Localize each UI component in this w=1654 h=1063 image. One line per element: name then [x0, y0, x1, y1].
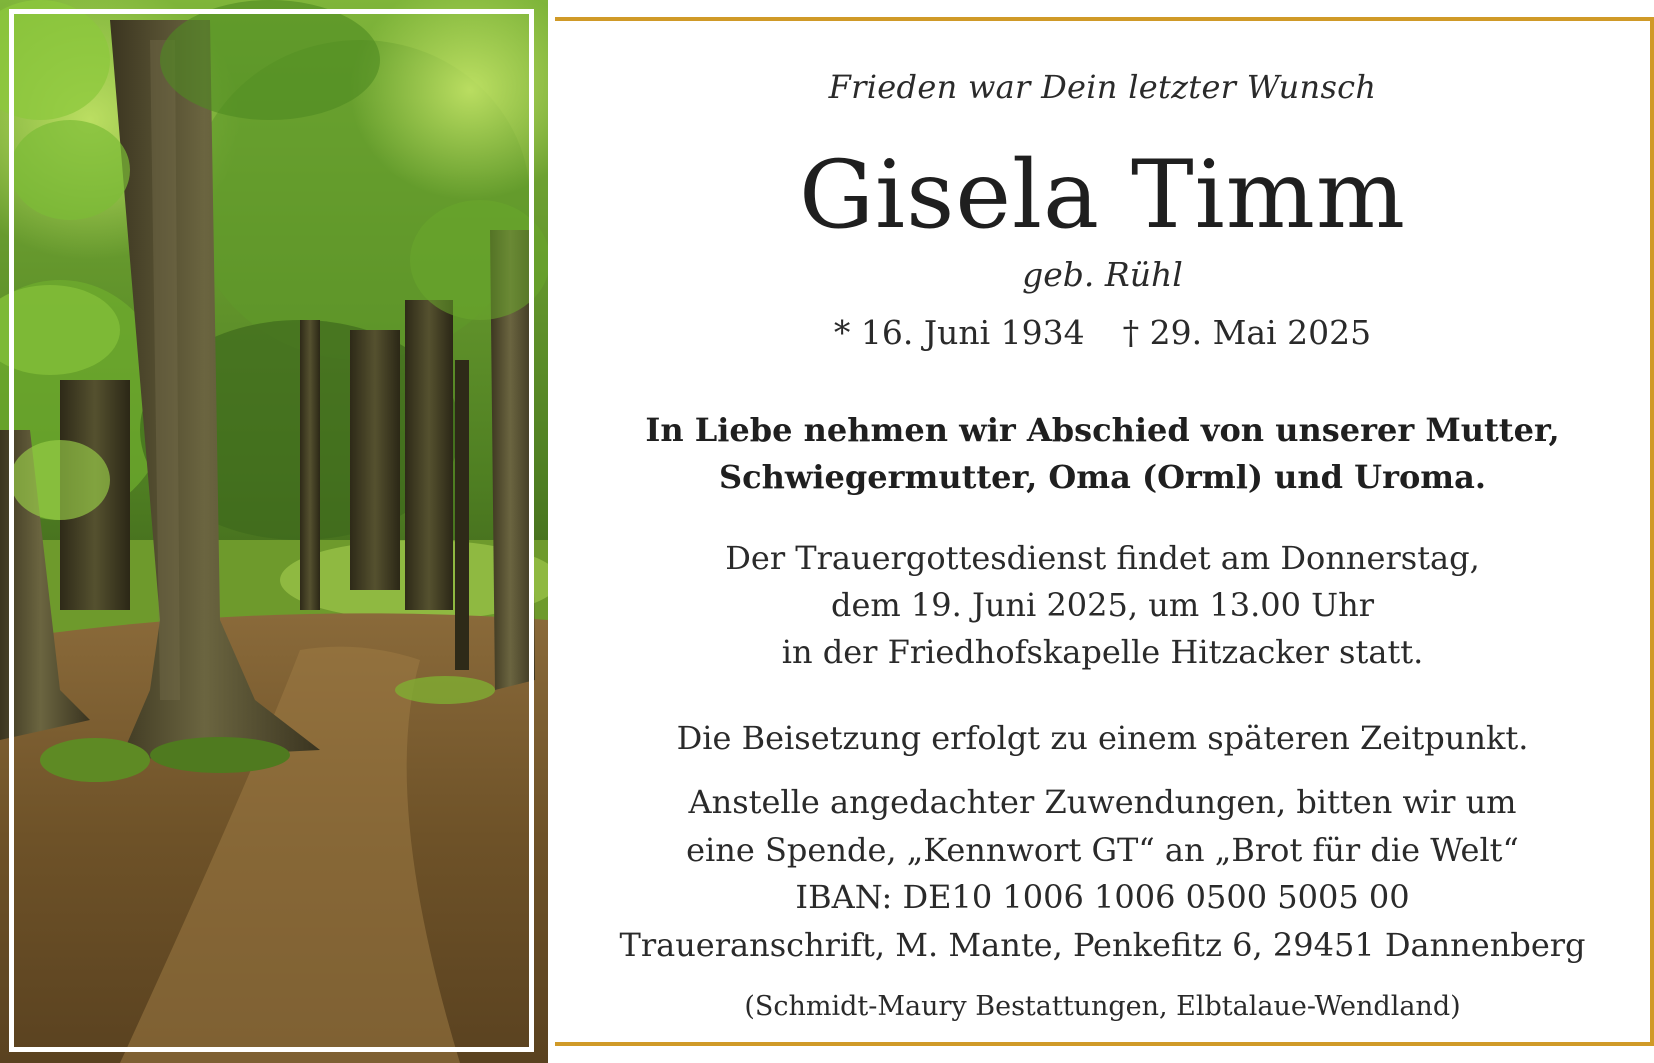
burial-info: Die Beisetzung erfolgt zu einem späteren Zeitpunkt. — [676, 719, 1529, 757]
donation-line: eine Spende, „Kennwort GT“ an „Brot für die Welt“ — [686, 830, 1519, 869]
obituary-text — [555, 21, 1650, 1042]
death-date: † 29. Mai 2025 — [1122, 313, 1372, 352]
farewell-text — [555, 407, 1650, 501]
mourning-address: Traueranschrift, M. Mante, Penkefitz 6, 29451 Dannenberg — [619, 925, 1586, 964]
farewell-line: Schwiegermutter, Oma (Orml) und Uroma. — [718, 458, 1487, 496]
donation-line: Anstelle angedachter Zuwendungen, bitten wir um — [688, 783, 1517, 821]
obituary-card — [555, 17, 1654, 1046]
service-line: dem 19. Juni 2025, um 13.00 Uhr — [830, 586, 1374, 624]
forest-photo — [0, 0, 548, 1063]
iban-line: IBAN: DE10 1006 1006 0500 5005 00 — [795, 878, 1410, 916]
deceased-name: Gisela Timm — [798, 141, 1407, 250]
donation-info — [555, 779, 1650, 969]
motto: Frieden war Dein letzter Wunsch — [828, 68, 1377, 106]
service-line: Der Trauergottesdienst findet am Donnerstag, — [725, 539, 1480, 577]
birth-name: geb. Rühl — [1022, 255, 1183, 294]
life-dates — [555, 313, 1650, 352]
undertaker-credit: (Schmidt-Maury Bestattungen, Elbtalaue-Wendland) — [744, 991, 1461, 1022]
birth-date: * 16. Juni 1934 — [833, 313, 1085, 352]
service-info — [555, 535, 1650, 676]
forest-path-photo — [0, 0, 548, 1063]
farewell-line: In Liebe nehmen wir Abschied von unserer Mutter, — [645, 411, 1560, 449]
service-line: in der Friedhofskapelle Hitzacker statt. — [781, 633, 1424, 671]
